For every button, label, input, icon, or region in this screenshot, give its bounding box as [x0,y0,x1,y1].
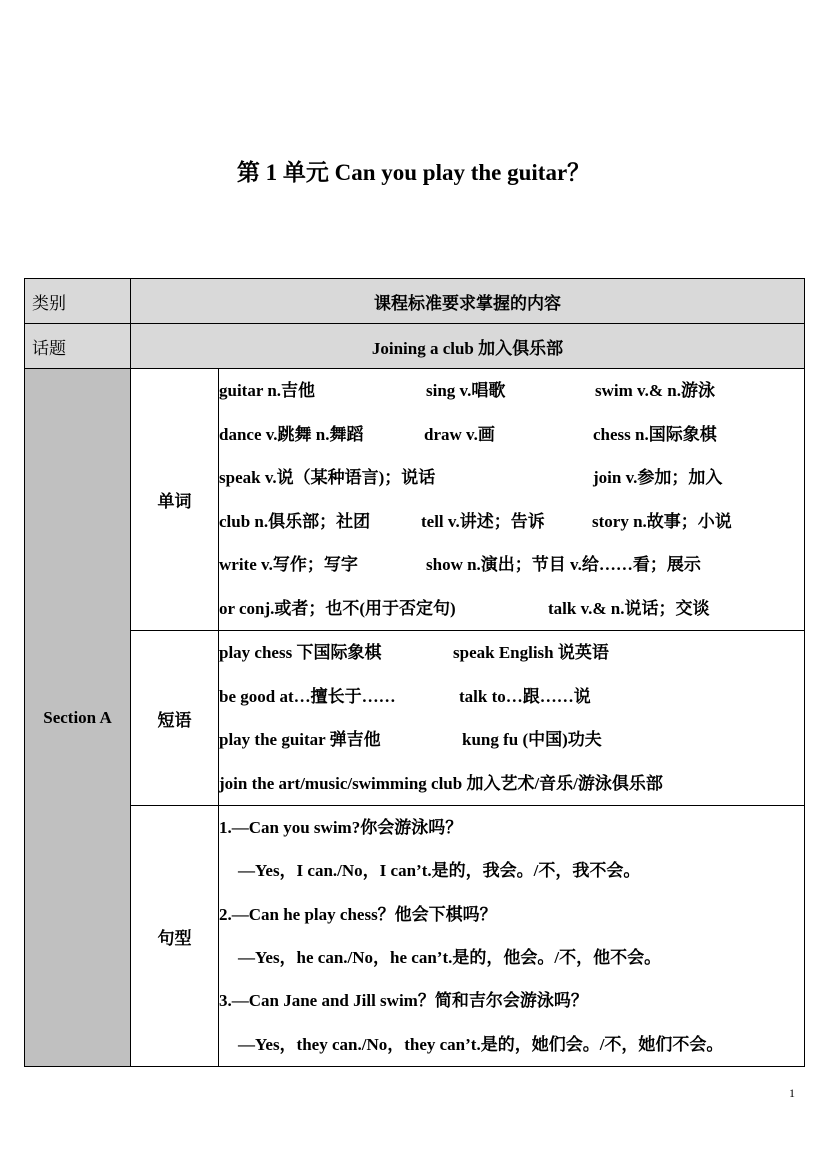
phrase-item: be good at…擅长于…… [219,686,396,706]
phrase-item: play the guitar 弹吉他 [219,730,381,749]
sentence-answer: —Yes，I can./No，I can’t.是的，我会。/不，我不会。 [238,861,641,881]
word-item: swim v.& n.游泳 [595,381,715,400]
sentence-answer: —Yes，he can./No，he can’t.是的，他会。/不，他不会。 [238,948,662,967]
words-row [25,369,805,631]
phrase-item: join the art/music/swimming club 加入艺术/音乐/游泳俱乐部 [219,773,663,793]
section-label: Section A [25,369,131,1067]
phrase-line [219,718,804,762]
page-title: 第 1 单元 Can you play the guitar？ [236,160,591,185]
header-category: 类别 [25,279,131,324]
phrases-row [25,631,805,806]
page-number: 1 [789,1086,795,1100]
sentence-question: 1.—Can you swim?你会游泳吗？ [219,818,463,838]
syllabus-table [24,278,805,1067]
phrase-line [219,762,804,806]
word-item: draw v.画 [424,424,495,444]
topic-row [25,324,805,369]
topic-value: Joining a club 加入俱乐部 [131,324,805,369]
word-line [219,456,804,500]
word-item: speak v.说（某种语言)；说话 [219,468,436,487]
phrase-line [219,631,804,675]
words-label: 单词 [131,369,219,631]
word-item: dance v.跳舞 n.舞蹈 [219,424,364,444]
phrase-item: talk to…跟……说 [459,686,591,706]
topic-label: 话题 [25,324,131,369]
sentence-answer: —Yes，they can./No，they can’t.是的，她们会。/不，她们不会。 [238,1034,724,1054]
sentences-row [25,806,805,1067]
word-item: guitar n.吉他 [219,381,316,400]
word-item: talk v.& n.说话；交谈 [548,598,710,618]
word-item: show n.演出；节目 v.给……看；展示 [426,555,701,574]
words-content [219,369,805,631]
phrase-item: kung fu (中国)功夫 [462,730,602,749]
word-item: club n.俱乐部；社团 [219,511,371,531]
header-row [25,279,805,324]
sentence-question: 2.—Can he play chess？他会下棋吗？ [219,904,497,924]
sentences-label: 句型 [131,806,219,1067]
word-line [219,369,804,413]
word-line [219,587,804,631]
sentences-content [219,806,805,1067]
word-item: sing v.唱歌 [426,381,506,400]
phrase-line [219,675,804,719]
phrases-content [219,631,805,806]
word-item: write v.写作；写字 [219,555,358,574]
sentence-question: 3.—Can Jane and Jill swim？简和吉尔会游泳吗？ [219,991,588,1011]
phrases-label: 短语 [131,631,219,806]
word-line [219,500,804,544]
header-content: 课程标准要求掌握的内容 [131,279,805,324]
phrase-item: speak English 说英语 [453,643,609,662]
word-line [219,543,804,587]
word-item: tell v.讲述；告诉 [421,511,545,531]
word-item: or conj.或者；也不(用于否定句) [219,598,456,618]
phrase-item: play chess 下国际象棋 [219,643,382,662]
word-line [219,413,804,457]
word-item: chess n.国际象棋 [593,424,717,444]
word-item: join v.参加；加入 [593,468,723,487]
word-item: story n.故事；小说 [592,511,732,531]
